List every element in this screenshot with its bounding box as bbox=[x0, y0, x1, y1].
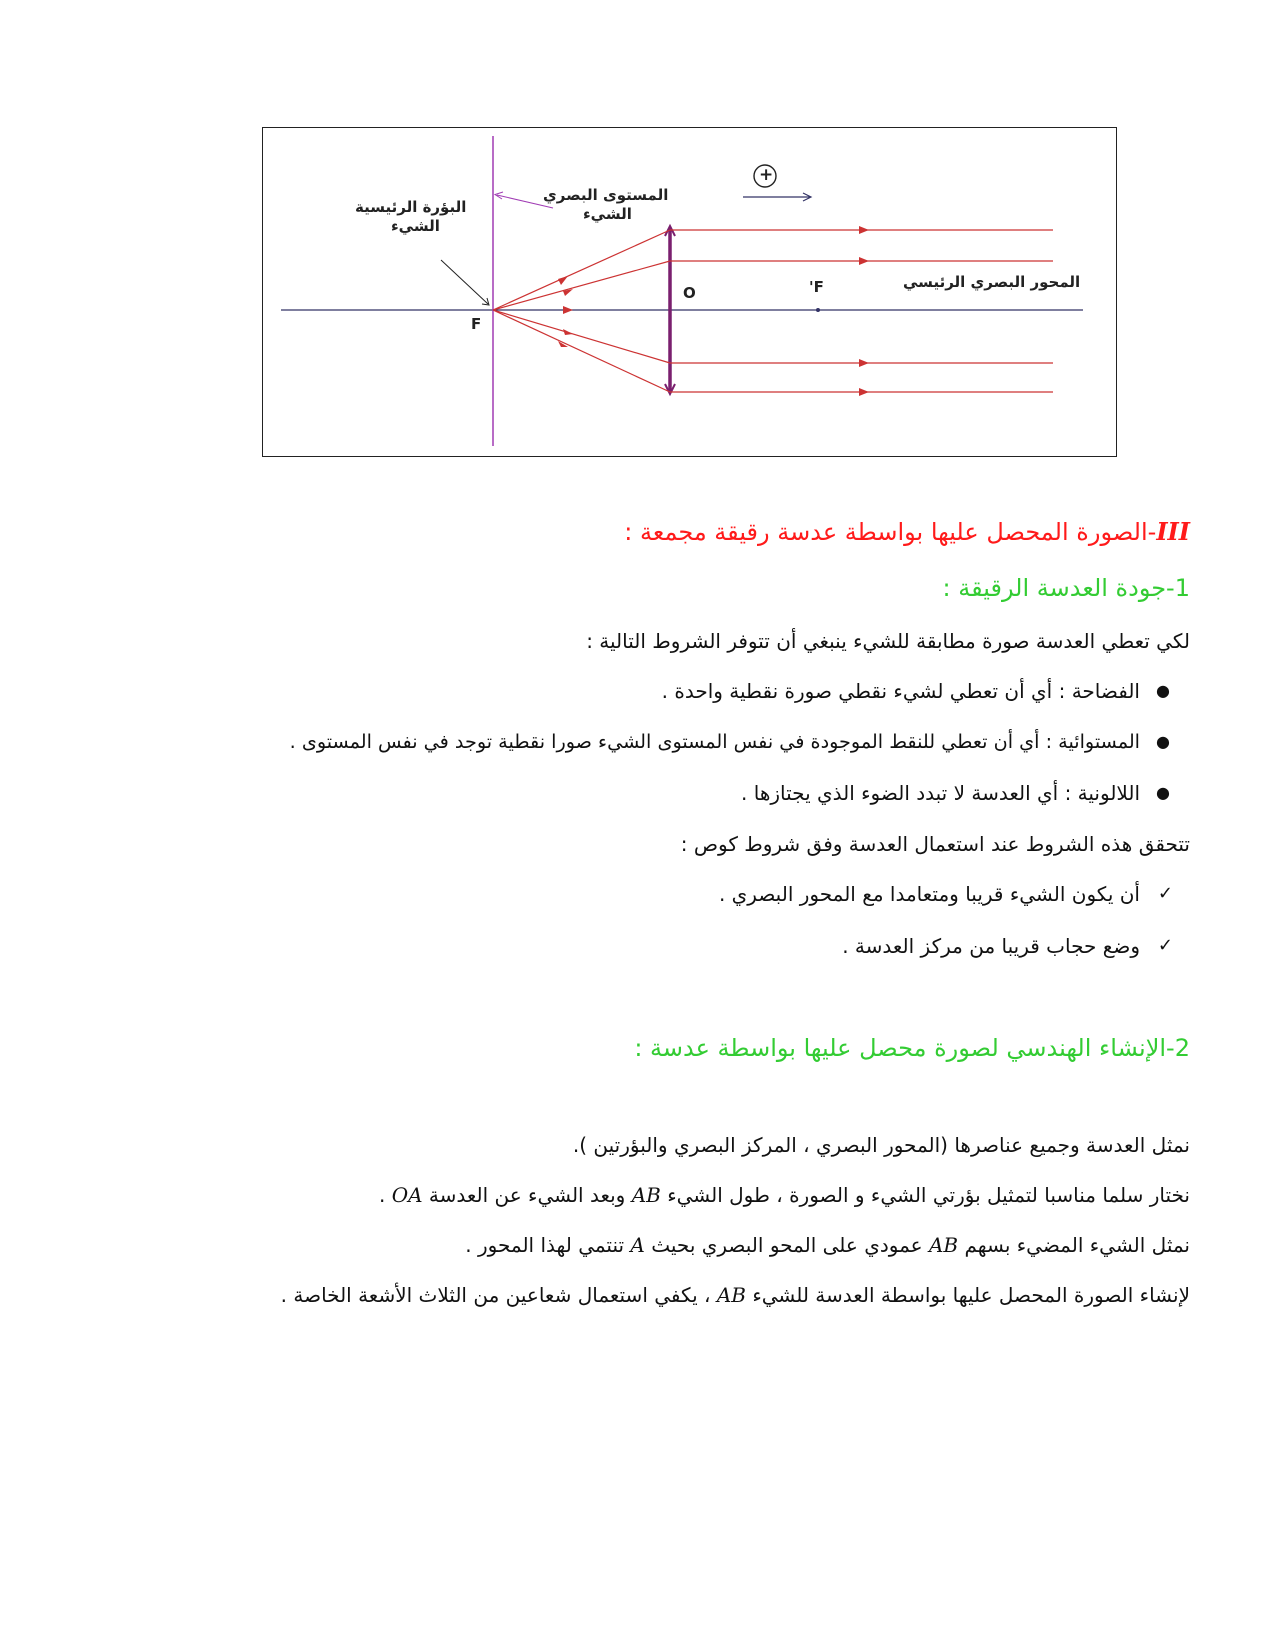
focus-pointer bbox=[441, 260, 488, 304]
bullet-dot: ● bbox=[1156, 783, 1170, 802]
text-segment: ، يكفي استعمال شعاعين من الثلاث الأشعة الخاصة . bbox=[280, 1283, 711, 1307]
label-plane-line1: المستوى البصري bbox=[543, 186, 669, 204]
label-focus-line1: البؤرة الرئيسية bbox=[355, 198, 467, 216]
construction-line-2 bbox=[379, 1181, 1190, 1209]
text-segment: عمودي على المحو البصري بحيث bbox=[651, 1233, 923, 1257]
math-AB: AB bbox=[716, 1283, 746, 1307]
construction-line-1: نمثل العدسة وجميع عناصرها (المحور البصري ، المركز البصري والبؤرتين ). bbox=[572, 1133, 1190, 1157]
text-segment: تنتمي لهذا المحور . bbox=[465, 1233, 625, 1257]
bullet-dot: ● bbox=[1156, 681, 1170, 700]
section-numeral: III bbox=[1156, 517, 1190, 546]
f-prime-point bbox=[816, 308, 820, 312]
bullet-item: المستوائية : أي أن تعطي للنقط الموجودة في نفس المستوى الشيء صورا نقطية توجد في نفس المستوى . bbox=[289, 730, 1140, 753]
math-A: A bbox=[630, 1233, 645, 1257]
gauss-intro: تتحقق هذه الشروط عند استعمال العدسة وفق شروط كوص : bbox=[680, 832, 1190, 856]
check-icon: ✓ bbox=[1157, 935, 1173, 956]
bullet-item: اللالونية : أي العدسة لا تبدد الضوء الذي يجتازها . bbox=[741, 781, 1140, 805]
check-item: أن يكون الشيء قريبا ومتعامدا مع المحور البصري . bbox=[718, 882, 1140, 906]
bullet-dot: ● bbox=[1156, 732, 1170, 751]
bullet-item: الفضاحة : أي أن تعطي لشيء نقطي صورة نقطية واحدة . bbox=[661, 679, 1140, 703]
label-plus: + bbox=[759, 165, 774, 185]
intro-text: لكي تعطي العدسة صورة مطابقة للشيء ينبغي أن تتوفر الشروط التالية : bbox=[586, 629, 1190, 653]
subsection-heading-1: 1-جودة العدسة الرقيقة : bbox=[942, 574, 1190, 602]
section-title: -الصورة المحصل عليها بواسطة عدسة رقيقة مجمعة : bbox=[624, 518, 1157, 546]
ray-4-in bbox=[493, 310, 670, 392]
text-segment: . bbox=[378, 1183, 386, 1207]
label-plane-line2: الشيء bbox=[583, 205, 632, 223]
math-OA: OA bbox=[391, 1183, 423, 1207]
math-AB: AB bbox=[928, 1233, 959, 1257]
label-O: O bbox=[683, 284, 696, 302]
subsection-heading-2: 2-الإنشاء الهندسي لصورة محصل عليها بواسطة عدسة : bbox=[634, 1034, 1190, 1062]
text-segment: نمثل الشيء المضيء بسهم bbox=[964, 1233, 1190, 1257]
text-segment: وبعد الشيء عن العدسة bbox=[428, 1183, 626, 1207]
section-heading-III bbox=[624, 516, 1190, 548]
check-item: وضع حجاب قريبا من مركز العدسة . bbox=[842, 934, 1140, 958]
construction-line-4 bbox=[281, 1281, 1190, 1309]
label-focus-line2: الشيء bbox=[391, 217, 440, 235]
math-AB: AB bbox=[631, 1183, 661, 1207]
label-optical-axis: المحور البصري الرئيسي bbox=[903, 273, 1081, 291]
ray-2-in bbox=[493, 261, 670, 310]
label-F-prime: F' bbox=[809, 278, 824, 296]
text-segment: لإنشاء الصورة المحصل عليها بواسطة العدسة للشيء bbox=[752, 1283, 1190, 1307]
text-segment: نختار سلما مناسبا لتمثيل بؤرتي الشيء و الصورة ، طول الشيء bbox=[667, 1183, 1190, 1207]
check-icon: ✓ bbox=[1157, 883, 1173, 904]
ray-1-in bbox=[493, 230, 670, 310]
construction-line-3 bbox=[465, 1231, 1190, 1259]
ray-3-in bbox=[493, 310, 670, 363]
optics-figure bbox=[262, 127, 1117, 457]
label-F: F bbox=[471, 315, 482, 333]
